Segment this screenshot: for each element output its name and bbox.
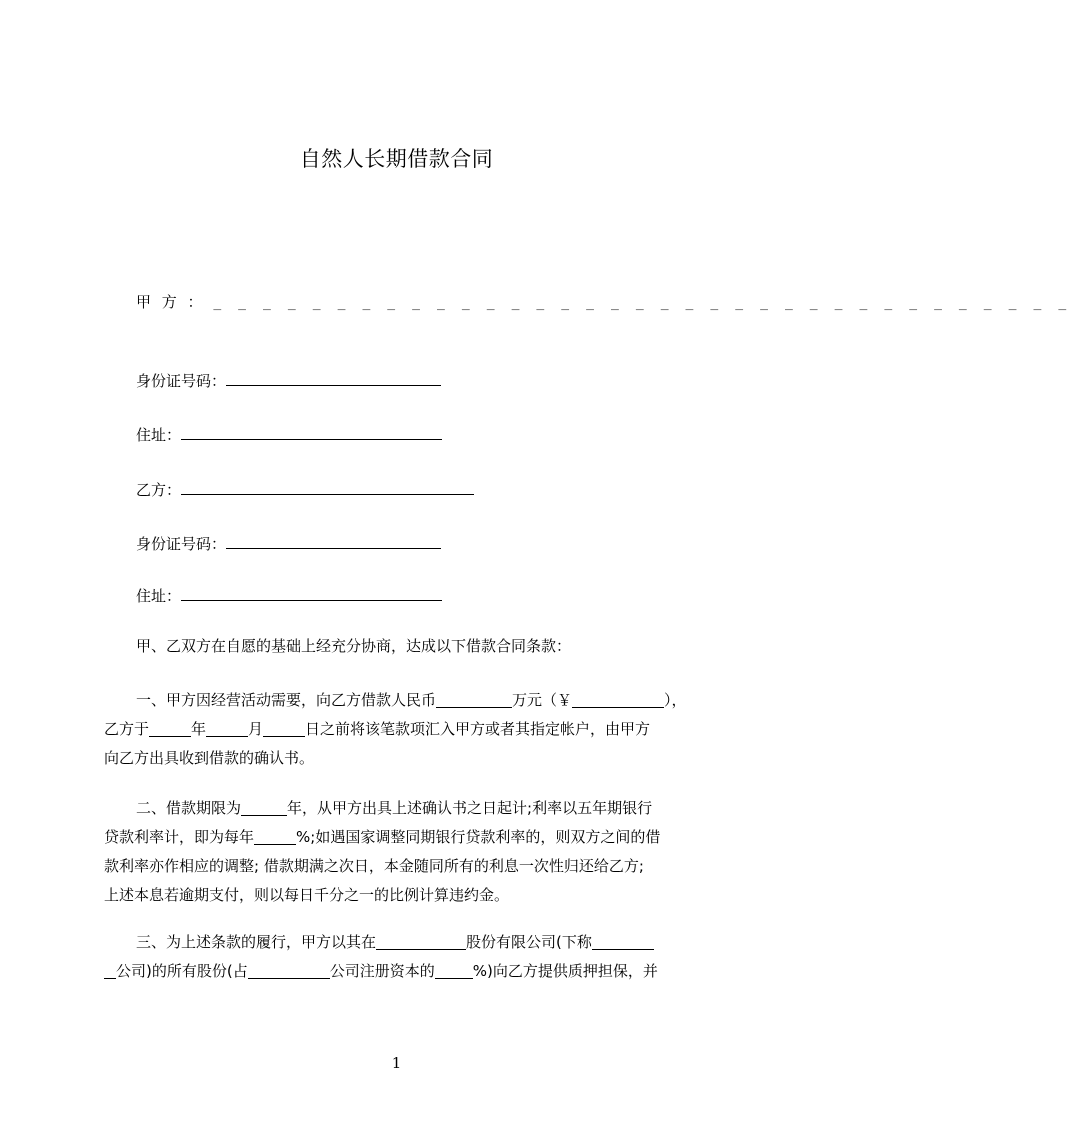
interest-rate-blank — [254, 828, 296, 845]
clause-3-line-2 — [104, 957, 700, 986]
clause-2-text-c: 贷款利率计，即为每年 — [104, 828, 255, 846]
clause-1 — [104, 686, 700, 773]
loan-amount-blank — [436, 691, 512, 708]
company-name-blank — [376, 933, 466, 950]
party-b-id-field — [136, 533, 441, 554]
clause-2-line-1 — [104, 794, 700, 823]
clause-3-line-1 — [104, 928, 700, 957]
loan-term-blank — [241, 799, 287, 816]
party-a-id-label: 身份证号码： — [136, 372, 227, 390]
clause-2-text-b: 年，从甲方出具上述确认书之日起计;利率以五年期银行 — [287, 799, 653, 817]
intro-paragraph: 甲、乙双方在自愿的基础上经充分协商，达成以下借款合同条款： — [136, 637, 572, 655]
clause-1-line-1 — [104, 686, 700, 715]
loan-amount-figure-blank — [572, 691, 664, 708]
clause-1-text-b: 万元（￥ — [512, 691, 573, 709]
clause-1-line-3: 向乙方出具收到借款的确认书。 — [104, 749, 315, 767]
clause-2-text-a: 二、借款期限为 — [136, 799, 242, 817]
party-b-id-blank — [226, 533, 441, 549]
party-a-address-blank — [181, 424, 442, 440]
page-number: 1 — [391, 1054, 402, 1072]
clause-1-text-g: 日之前将该笔款项汇入甲方或者其指定帐户，由甲方 — [305, 720, 651, 738]
party-b-address-field — [136, 585, 442, 606]
day-blank — [263, 720, 305, 737]
party-a-address-label: 住址： — [136, 426, 182, 444]
party-a-id-field — [136, 370, 441, 391]
party-b-label: 乙方： — [136, 481, 182, 499]
party-a-address-field — [136, 424, 442, 445]
party-b-id-label: 身份证号码： — [136, 535, 227, 553]
clause-2-line-3: 款利率亦作相应的调整; 借款期满之次日，本金随同所有的利息一次性归还给乙方; — [104, 857, 644, 875]
party-a-id-blank — [226, 370, 441, 386]
party-a-blank: _ _ _ _ _ _ _ _ _ _ _ _ _ _ _ _ _ _ _ _ _ _ _ _ _ _ _ _ _ _ _ _ _ _ _ — [213, 296, 1071, 311]
share-company-blank — [248, 962, 330, 979]
clause-2 — [104, 794, 700, 910]
clause-3-text-d: 公司注册资本的 — [329, 962, 435, 980]
document-title: 自然人长期借款合同 — [299, 147, 494, 171]
clause-3-text-c: 公司)的所有股份(占 — [116, 962, 248, 980]
clause-2-line-4: 上述本息若逾期支付，则以每日千分之一的比例计算违约金。 — [104, 886, 510, 904]
clause-3-text-b: 股份有限公司(下称 — [466, 933, 592, 951]
clause-1-text-c: ）， — [664, 691, 687, 709]
clause-1-text-e: 年 — [191, 720, 207, 738]
month-blank — [206, 720, 248, 737]
clause-1-line-2 — [104, 715, 700, 744]
party-a-label: 甲 方 ： — [136, 293, 206, 311]
party-b-address-label: 住址： — [136, 587, 182, 605]
clause-2-line-2 — [104, 823, 700, 852]
clause-3 — [104, 928, 700, 986]
clause-3-text-a: 三、为上述条款的履行，甲方以其在 — [136, 933, 377, 951]
share-percent-blank — [435, 962, 473, 979]
clause-1-text-d: 乙方于 — [104, 720, 150, 738]
clause-1-text-a: 一、甲方因经营活动需要，向乙方借款人民币 — [136, 691, 437, 709]
clause-1-text-f: 月 — [248, 720, 264, 738]
party-b-field — [136, 479, 474, 500]
clause-3-text-e: %)向乙方提供质押担保，并 — [472, 962, 658, 980]
party-a-field — [136, 292, 1071, 314]
year-blank — [149, 720, 191, 737]
company-short-name-blank-cont — [104, 962, 116, 979]
company-short-name-blank — [592, 933, 654, 950]
party-b-blank — [181, 479, 474, 495]
clause-2-text-d: %;如遇国家调整同期银行贷款利率的，则双方之间的借 — [296, 828, 661, 846]
party-b-address-blank — [181, 585, 442, 601]
